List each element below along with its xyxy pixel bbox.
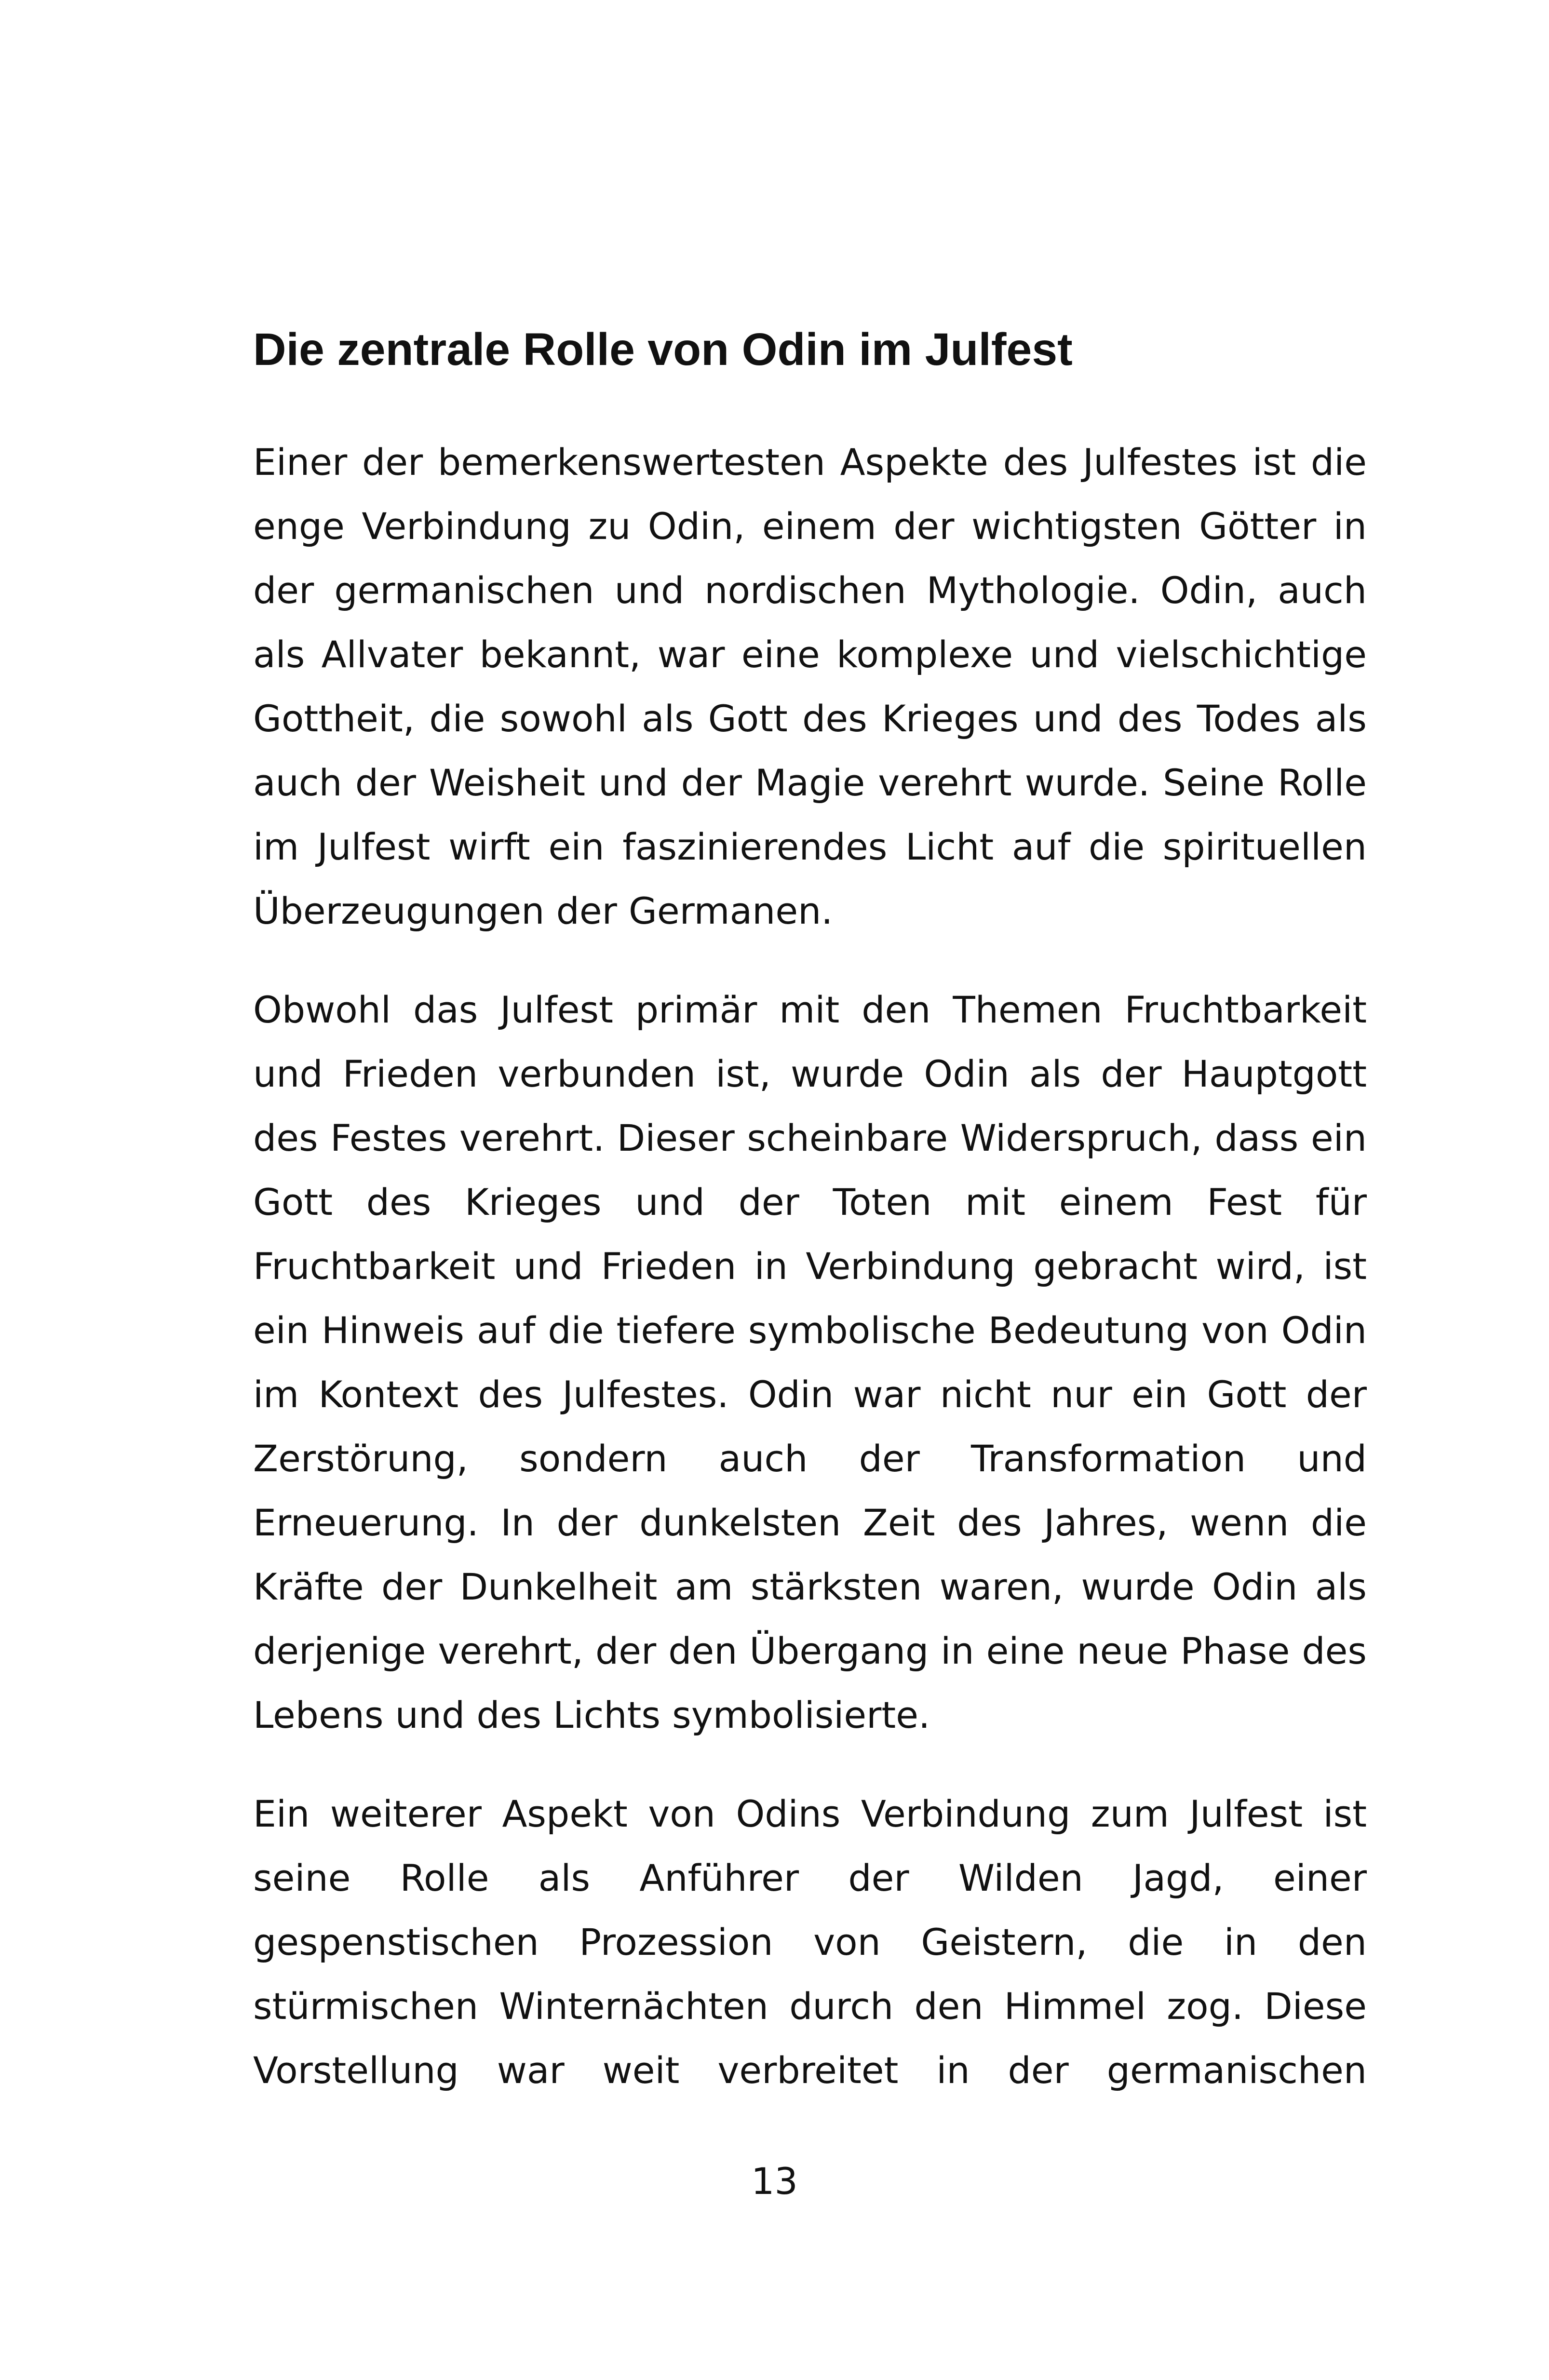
- section-heading: Die zentrale Rolle von Odin im Julfest: [253, 324, 1073, 375]
- page-content: [253, 313, 1367, 2102]
- body-paragraph: Ein weiterer Aspekt von Odins Verbindung zum Julfest ist seine Rolle als Anführer der Wilden Jagd, einer gespenstischen Prozession von Geistern, die in den stürmischen Winternächten durch den Himmel zog. Diese Vorstellung war weit verbreitet in der germanischen: [253, 1792, 1367, 2092]
- body-paragraph: Obwohl das Julfest primär mit den Themen Fruchtbarkeit und Frieden verbunden ist, wurde Odin als der Hauptgott des Festes verehrt. Dieser scheinbare Widerspruch, dass ein Gott des Krieges und der Toten mit einem Fest für Fruchtbarkeit und Frieden in Verbindung gebracht wird, ist ein Hinweis auf die tiefere symbolische Bedeutung von Odin im Kontext des Julfestes. Odin war nicht nur ein Gott der Zerstörung, sondern auch der Transformation und Erneuerung. In der dunkelsten Zeit des Jahres, wenn die Kräfte der Dunkelheit am stärksten waren, wurde Odin als derjenige verehrt, der den Übergang in eine neue Phase des Lebens und des Lichts symbolisierte.: [253, 988, 1367, 1736]
- body-paragraph: Einer der bemerkenswertesten Aspekte des Julfestes ist die enge Verbindung zu Odin, einem der wichtigsten Götter in der germanischen und nordischen Mythologie. Odin, auch als Allvater bekannt, war eine komplexe und vielschichtige Gottheit, die sowohl als Gott des Krieges und des Todes als auch der Weisheit und der Magie verehrt wurde. Seine Rolle im Julfest wirft ein faszinierendes Licht auf die spirituellen Überzeugungen der Germanen.: [253, 441, 1367, 932]
- page-number: 13: [751, 2160, 798, 2203]
